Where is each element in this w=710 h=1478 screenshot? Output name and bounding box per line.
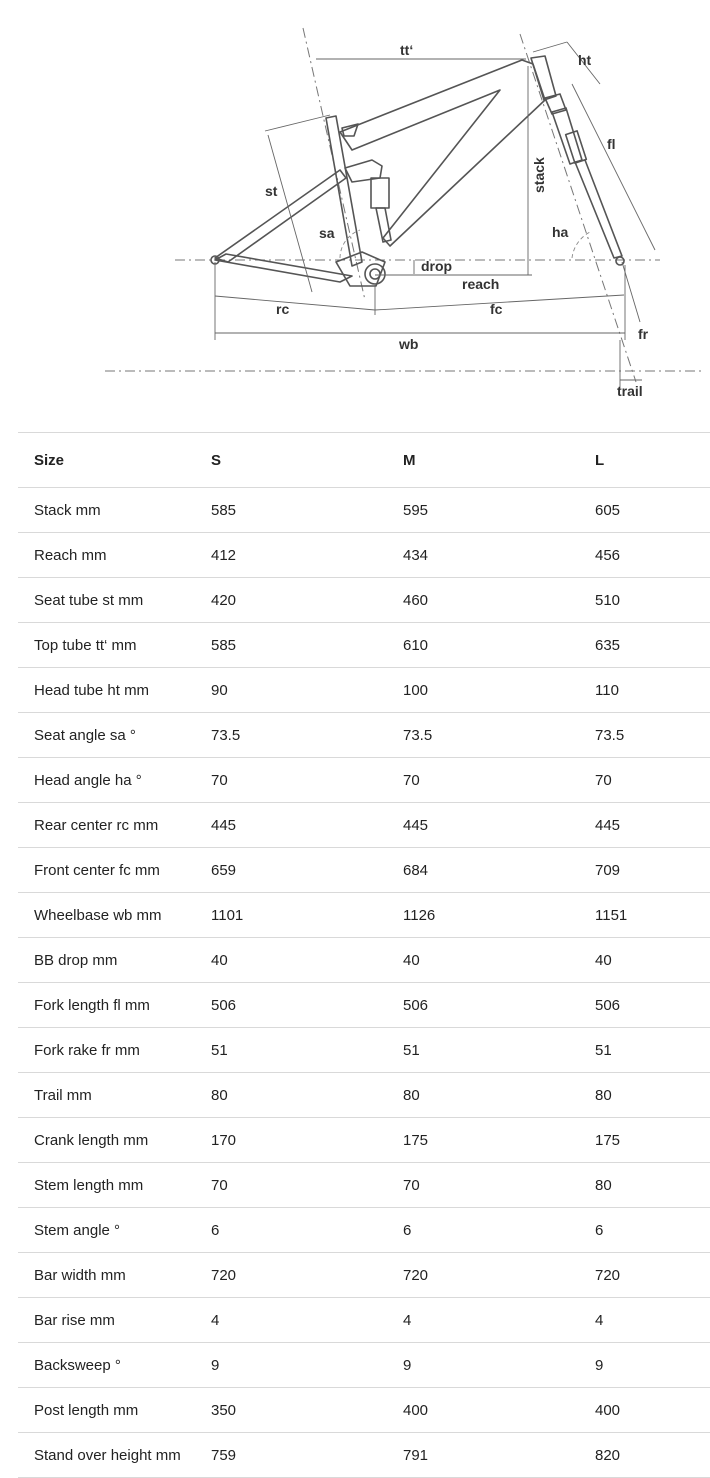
row-value: 70	[211, 1176, 228, 1194]
row-value: 80	[595, 1086, 612, 1104]
row-value: 80	[403, 1086, 420, 1104]
table-row	[18, 1343, 710, 1388]
row-value: 720	[211, 1266, 237, 1284]
row-value: 350	[211, 1401, 237, 1419]
row-value: 80	[595, 1176, 612, 1194]
row-value: 420	[211, 591, 237, 609]
header-l: L	[595, 451, 605, 469]
row-value: 4	[211, 1311, 220, 1329]
row-value: 110	[595, 681, 619, 699]
row-value: 90	[211, 681, 228, 699]
row-value: 70	[595, 771, 612, 789]
row-value: 510	[595, 591, 621, 609]
row-value: 595	[403, 501, 429, 519]
row-value: 506	[403, 996, 429, 1014]
row-value: 605	[595, 501, 621, 519]
row-value: 400	[595, 1401, 621, 1419]
table-row	[18, 1388, 710, 1433]
row-label: Stand over height mm	[34, 1446, 181, 1464]
row-value: 4	[595, 1311, 604, 1329]
row-value: 6	[403, 1221, 412, 1239]
row-value: 1101	[211, 906, 244, 924]
label-reach: reach	[462, 276, 500, 292]
table-body	[18, 488, 710, 1478]
table-row	[18, 713, 710, 758]
row-value: 445	[595, 816, 621, 834]
row-label: Post length mm	[34, 1401, 139, 1419]
table-row	[18, 1433, 710, 1478]
row-value: 759	[211, 1446, 237, 1464]
label-fl: fl	[607, 136, 616, 152]
row-value: 73.5	[211, 726, 241, 744]
row-value: 51	[211, 1041, 228, 1059]
row-value: 73.5	[595, 726, 625, 744]
table-row	[18, 1073, 710, 1118]
label-tt: tt‘	[400, 42, 414, 58]
table-row	[18, 1028, 710, 1073]
label-fr: fr	[638, 326, 649, 342]
row-label: Stack mm	[34, 501, 101, 519]
row-value: 51	[403, 1041, 420, 1059]
row-value: 434	[403, 546, 429, 564]
row-value: 4	[403, 1311, 412, 1329]
table-row	[18, 1208, 710, 1253]
row-label: Backsweep °	[34, 1356, 121, 1374]
table-row	[18, 1298, 710, 1343]
header-s: S	[211, 451, 222, 469]
row-value: 684	[403, 861, 429, 879]
label-ha: ha	[552, 224, 569, 240]
table-row	[18, 938, 710, 983]
table-row	[18, 668, 710, 713]
table-row	[18, 983, 710, 1028]
row-value: 40	[403, 951, 420, 969]
row-value: 70	[403, 771, 420, 789]
row-value: 400	[403, 1401, 429, 1419]
table-row	[18, 488, 710, 533]
row-label: Bar width mm	[34, 1266, 126, 1284]
row-value: 791	[403, 1446, 429, 1464]
row-value: 585	[211, 636, 237, 654]
label-fc: fc	[490, 301, 503, 317]
label-wb: wb	[399, 336, 419, 352]
row-label: Bar rise mm	[34, 1311, 115, 1329]
table-row	[18, 1253, 710, 1298]
row-value: 1126	[403, 906, 436, 924]
row-label: Stem length mm	[34, 1176, 144, 1194]
row-label: Stem angle °	[34, 1221, 121, 1239]
row-value: 709	[595, 861, 621, 879]
header-m: M	[403, 451, 416, 469]
row-label: Wheelbase wb mm	[34, 906, 162, 924]
row-value: 585	[211, 501, 237, 519]
row-label: Reach mm	[34, 546, 107, 564]
row-value: 100	[403, 681, 429, 699]
row-value: 659	[211, 861, 237, 879]
row-value: 9	[595, 1356, 604, 1374]
row-value: 456	[595, 546, 621, 564]
label-drop: drop	[421, 258, 453, 274]
row-value: 40	[211, 951, 228, 969]
row-label: Trail mm	[34, 1086, 92, 1104]
row-value: 820	[595, 1446, 621, 1464]
row-label: Fork rake fr mm	[34, 1041, 140, 1059]
table-row	[18, 1163, 710, 1208]
row-label: Rear center rc mm	[34, 816, 159, 834]
table-row	[18, 578, 710, 623]
row-value: 445	[403, 816, 429, 834]
steering-axis-line	[520, 34, 636, 382]
table-row	[18, 758, 710, 803]
row-value: 460	[403, 591, 429, 609]
table-row	[18, 1118, 710, 1163]
row-value: 720	[595, 1266, 621, 1284]
row-value: 80	[211, 1086, 228, 1104]
row-value: 506	[211, 996, 237, 1014]
table-row	[18, 623, 710, 668]
row-value: 51	[595, 1041, 612, 1059]
geometry-table	[18, 432, 710, 1478]
row-value: 9	[211, 1356, 220, 1374]
table-row	[18, 848, 710, 893]
table-row	[18, 533, 710, 578]
row-value: 70	[211, 771, 228, 789]
row-label: Fork length fl mm	[34, 996, 150, 1014]
row-label: Head angle ha °	[34, 771, 142, 789]
row-value: 720	[403, 1266, 429, 1284]
row-value: 506	[595, 996, 621, 1014]
row-value: 175	[595, 1131, 621, 1149]
row-value: 9	[403, 1356, 412, 1374]
label-st: st	[265, 183, 278, 199]
row-value: 40	[595, 951, 612, 969]
row-value: 635	[595, 636, 621, 654]
row-value: 610	[403, 636, 429, 654]
row-value: 170	[211, 1131, 237, 1149]
geometry-diagram	[0, 0, 710, 410]
table-header-row	[18, 432, 710, 488]
row-label: Head tube ht mm	[34, 681, 150, 699]
label-sa: sa	[319, 225, 335, 241]
row-value: 6	[211, 1221, 220, 1239]
row-label: Crank length mm	[34, 1131, 149, 1149]
table-row	[18, 893, 710, 938]
row-value: 6	[595, 1221, 604, 1239]
row-value: 175	[403, 1131, 429, 1149]
bike-frame	[211, 56, 624, 286]
label-ht: ht	[578, 52, 592, 68]
label-rc: rc	[276, 301, 290, 317]
table-row	[18, 803, 710, 848]
row-value: 1151	[595, 906, 628, 924]
row-value: 445	[211, 816, 237, 834]
row-label: BB drop mm	[34, 951, 118, 969]
row-value: 70	[403, 1176, 420, 1194]
label-trail: trail	[617, 383, 643, 399]
row-label: Seat angle sa °	[34, 726, 136, 744]
row-label: Front center fc mm	[34, 861, 160, 879]
row-value: 412	[211, 546, 237, 564]
header-size: Size	[34, 451, 65, 469]
row-value: 73.5	[403, 726, 433, 744]
row-label: Top tube tt‘ mm	[34, 636, 137, 654]
row-label: Seat tube st mm	[34, 591, 144, 609]
label-stack: stack	[531, 157, 547, 193]
